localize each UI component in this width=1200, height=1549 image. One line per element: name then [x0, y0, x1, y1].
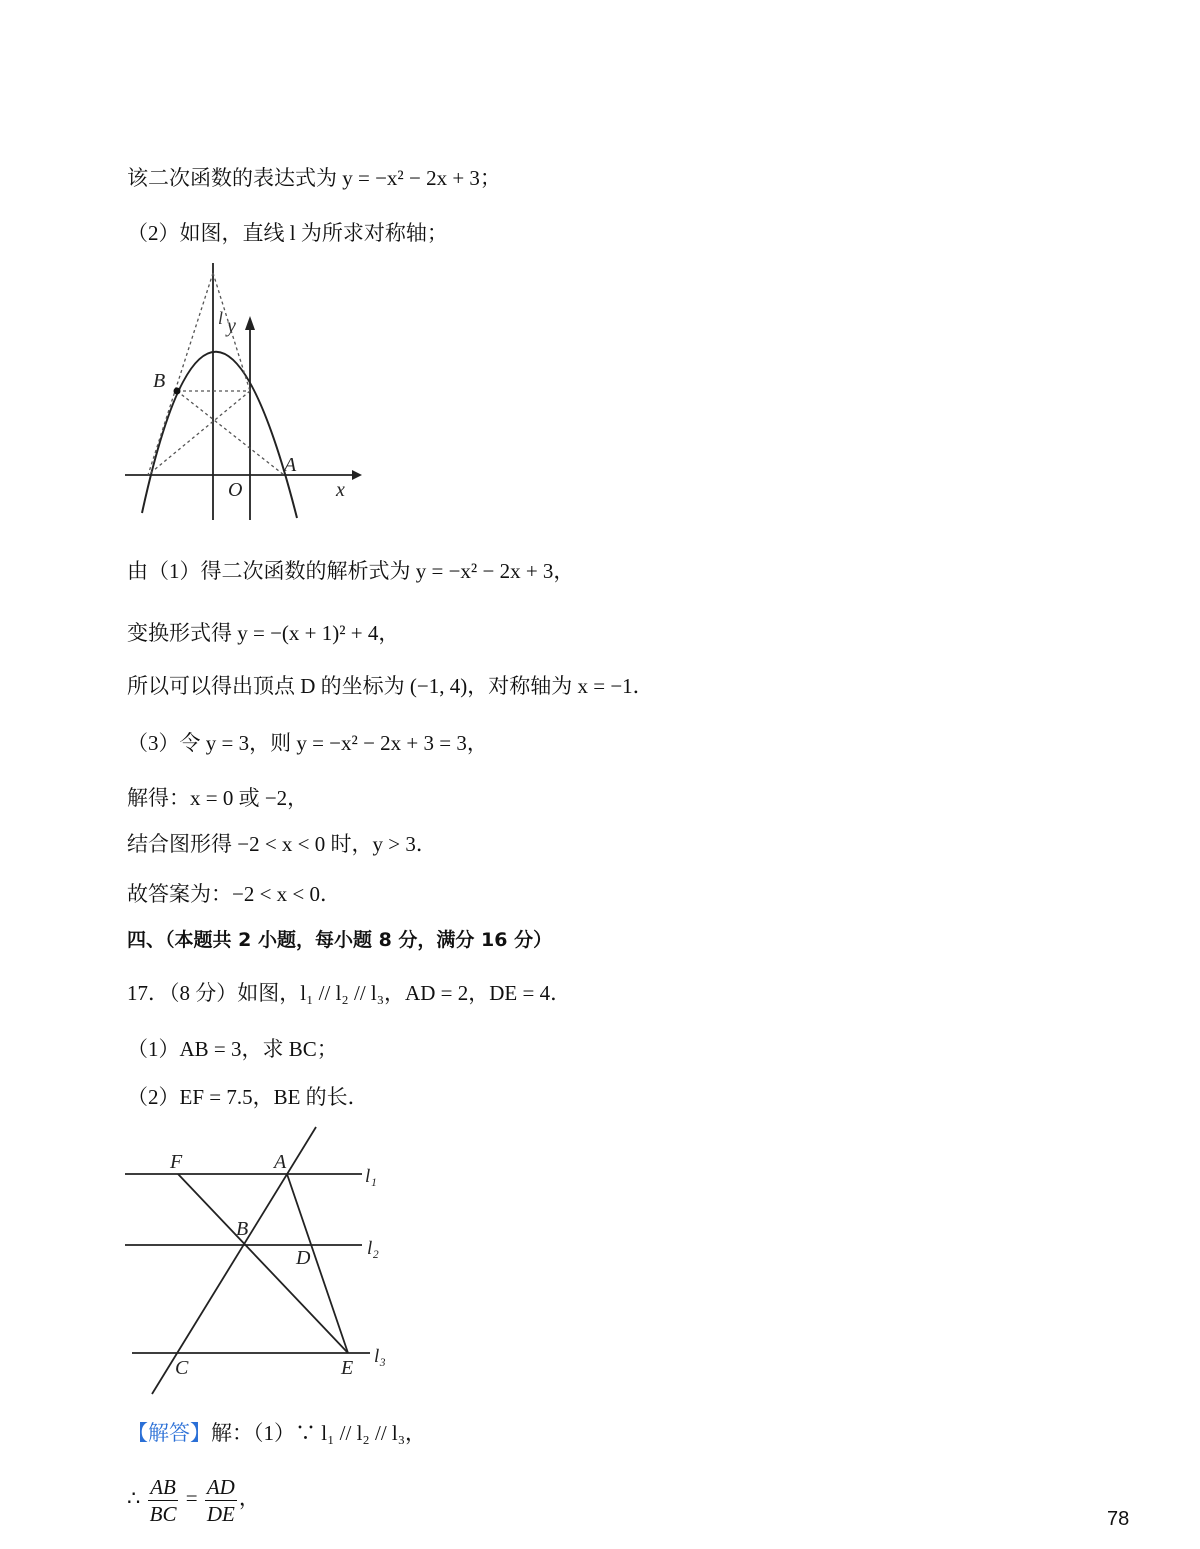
label-B: B [153, 370, 166, 392]
label-B: B [236, 1218, 249, 1240]
label-y: y [227, 315, 236, 337]
question-17-part2: （2）EF = 7.5，BE 的长． [127, 1085, 369, 1109]
fraction-denominator: DE [206, 1501, 235, 1526]
label-l3: l₃ [374, 1346, 386, 1367]
equals-sign: = [185, 1486, 198, 1510]
question-17: 17．（8 分）如图，l₁ // l₂ // l₃，AD = 2，DE = 4． [127, 981, 572, 1005]
label-x: x [336, 479, 345, 501]
answer-text: 解：（1）∵ l₁ // l₂ // l₃， [211, 1421, 427, 1445]
answer-line [127, 1420, 426, 1446]
ratio-line [127, 1470, 260, 1527]
text-line-expression: 该二次函数的表达式为 y = −x² − 2x + 3； [127, 166, 501, 190]
parabola-figure [120, 258, 370, 528]
section-heading: 四、（本题共 2 小题，每小题 8 分，满分 16 分） [127, 929, 553, 951]
fraction-numerator: AB [148, 1474, 179, 1501]
label-C: C [175, 1357, 189, 1379]
label-l2: l₂ [367, 1238, 379, 1259]
label-O: O [228, 479, 243, 501]
label-A: A [274, 1151, 287, 1173]
trailing-comma: ， [238, 1486, 260, 1510]
label-A: A [284, 454, 297, 476]
text-line-part3: （3）令 y = 3，则 y = −x² − 2x + 3 = 3， [127, 731, 488, 755]
label-D: D [296, 1247, 311, 1269]
answer-tag: 【解答】 [127, 1421, 211, 1445]
page-number: 78 [1107, 1508, 1130, 1530]
text-line-part2: （2）如图，直线 l 为所求对称轴； [127, 221, 448, 245]
text-line-answer: 故答案为：−2 < x < 0． [127, 882, 342, 906]
therefore-symbol: ∴ [127, 1486, 141, 1510]
parallel-lines-figure [120, 1122, 400, 1397]
text-line-solve: 解得：x = 0 或 −2， [127, 786, 309, 810]
text-line-analytic: 由（1）得二次函数的解析式为 y = −x² − 2x + 3， [127, 559, 575, 583]
fraction-numerator: AD [206, 1474, 235, 1499]
question-17-part1: （1）AB = 3，求 BC； [127, 1037, 338, 1061]
label-F: F [170, 1151, 183, 1173]
text-line-vertex: 所以可以得出顶点 D 的坐标为 (−1, 4)，对称轴为 x = −1． [127, 674, 654, 698]
text-line-transform: 变换形式得 y = −(x + 1)² + 4， [127, 621, 400, 645]
label-l1: l₁ [365, 1166, 377, 1187]
text-line-combine: 结合图形得 −2 < x < 0 时，y > 3． [127, 832, 437, 856]
label-E: E [341, 1357, 354, 1379]
fraction-ad-de [205, 1474, 237, 1527]
fraction-ab-bc [148, 1474, 179, 1527]
fraction-denominator: BC [149, 1501, 177, 1526]
label-l: l [218, 308, 224, 328]
